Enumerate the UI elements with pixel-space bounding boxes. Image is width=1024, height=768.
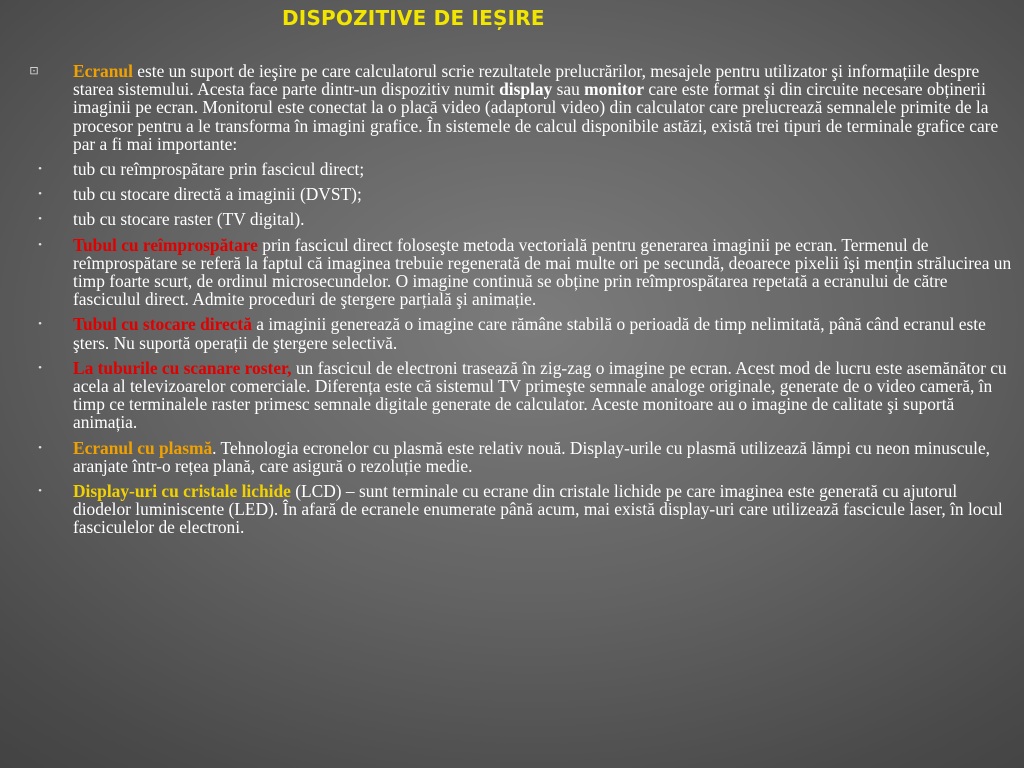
term-monitor: monitor (584, 79, 645, 100)
dot-bullet-icon: • (38, 213, 42, 226)
term-tubul-stocare-directa: Tubul cu stocare directă (73, 314, 252, 335)
term-ecranul-plasma: Ecranul cu plasmă (73, 437, 213, 458)
item-text: tub cu reîmprospătare prin fascicul direct; (73, 159, 365, 180)
box-bullet-icon: ⊡ (29, 64, 39, 77)
item-text: un fascicul de electroni trasează în zig-zag o imagine pe ecran. Acest mod de lucru este asemănător cu acela al televizoarelor comerciale. Diferența este că sistemul TV primeşte semnale analoge originale, generate de o video cameră, în timp ce terminalele raster primesc semnale digitale generate de calculator. Aceste monitoare au o imagine de calitate şi suportă animația. (73, 357, 1007, 433)
item-text: care este format şi din circuite necesare obținerii imaginii pe ecran. Monitorul este conectat la o placă video (adaptorul video) din calculator care prelucrează semnalele primite de la procesor pentru a le transforma în imagini grafice. În sistemele de calcul disponibile astăzi, există trei tipuri de terminale grafice care par a fi mai importante: (73, 79, 999, 154)
list-item-lcd (0, 482, 1024, 537)
dot-bullet-icon: • (38, 238, 42, 251)
item-text: tub cu stocare directă a imaginii (DVST); (73, 184, 362, 205)
item-text: prin fascicul direct foloseşte metoda vectorială pentru generarea imaginii pe ecran. Termenul de reîmprospătare se referă la faptul că imaginea trebuie regenerată de mai multe ori pe secundă, deoarece pixelii îşi mențin strălucirea un timp foarte scurt, de ordinul microsecundelor. O imagine continuă se obține prin reîmprospătarea repetată a ecranului de către fasciculul direct. Admite proceduri de ştergere parțială şi animație. (73, 234, 1012, 310)
list-item-tubul-reimprospatare (0, 236, 1024, 309)
list-item-ecranul (0, 62, 1024, 153)
list-item-tub-stocare-directa (0, 185, 1024, 203)
term-ecranul: Ecranul (73, 61, 133, 81)
dot-bullet-icon: • (38, 361, 42, 374)
item-text: (LCD) – sunt terminale cu ecrane din cristale lichide pe care imaginea este generată cu ajutorul diodelor luminiscente (LED). În afară de ecranele enumerate până acum, mai există display-uri care utilizează fascicule laser, în locul fasciculelor de electroni. (73, 481, 1003, 538)
dot-bullet-icon: • (38, 441, 42, 454)
list-item-tubul-stocare-directa (0, 315, 1024, 351)
slide-content (0, 62, 1024, 544)
item-text: . Tehnologia ecronelor cu plasmă este relativ nouă. Display-urile cu plasmă utilizează lămpi cu neon minuscule, aranjate într-o rețea plană, care asigură o rezoluție medie. (73, 437, 991, 476)
slide-title: DISPOZITIVE DE IEȘIRE (282, 6, 545, 30)
item-text: sau (552, 79, 585, 100)
list-item-tub-reimprospatare (0, 160, 1024, 178)
dot-bullet-icon: • (38, 318, 42, 331)
list-item-scanare-roster (0, 359, 1024, 432)
term-tubul-reimprospatare: Tubul cu reîmprospătare (73, 234, 258, 255)
dot-bullet-icon: • (38, 188, 42, 201)
item-text: este un suport de ieşire pe care calculatorul scrie rezultatele prelucrărilor, mesajele pentru utilizator şi informațiile despre starea sistemului. Acesta face parte dintr-un dispozitiv numit (73, 61, 980, 100)
item-text: tub cu stocare raster (TV digital). (73, 209, 305, 230)
term-display: display (499, 79, 553, 100)
list-item-ecranul-plasma (0, 439, 1024, 475)
list-item-tub-stocare-raster (0, 210, 1024, 228)
dot-bullet-icon: • (38, 485, 42, 498)
term-scanare-roster: La tuburile cu scanare roster, (73, 357, 292, 378)
item-text: a imaginii generează o imagine care rămâne stabilă o perioadă de timp nelimitată, până când ecranul este şters. Nu suportă operații de ştergere selectivă. (73, 314, 986, 353)
term-lcd: Display-uri cu cristale lichide (73, 481, 291, 502)
dot-bullet-icon: • (38, 163, 42, 176)
